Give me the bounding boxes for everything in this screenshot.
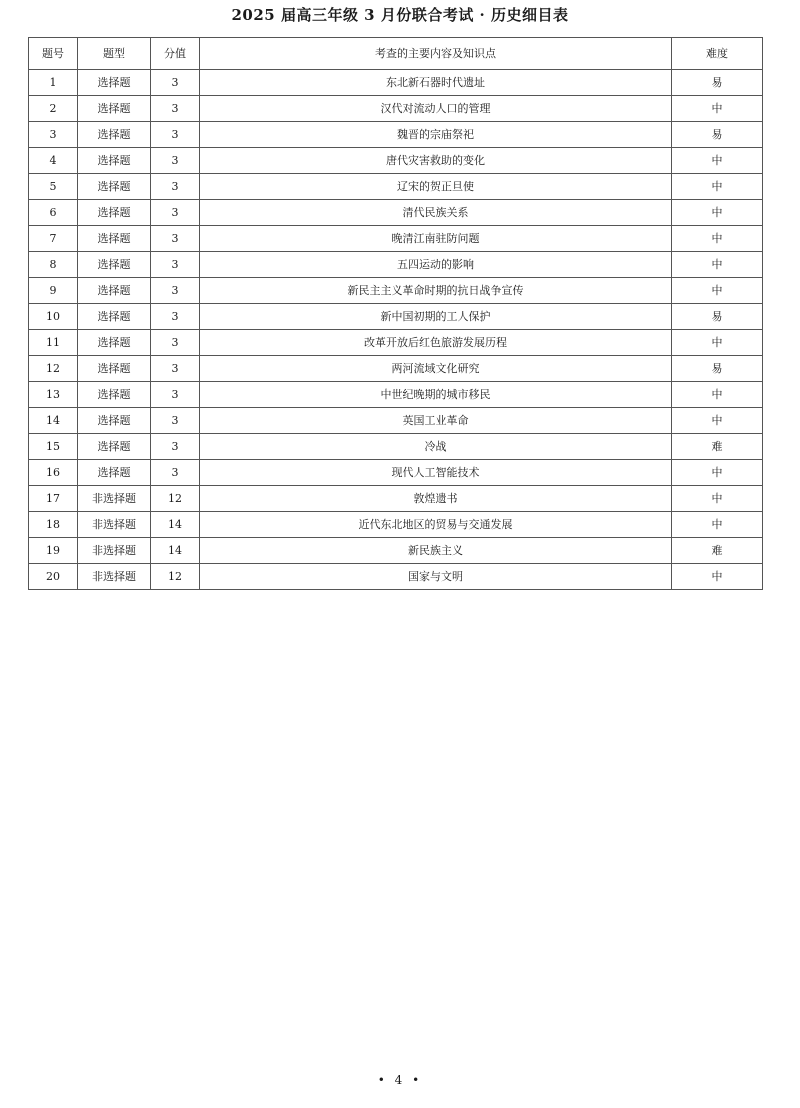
table-row [29, 226, 763, 252]
cell-content: 英国工业革命 [200, 408, 672, 434]
cell-content: 五四运动的影响 [200, 252, 672, 278]
cell-question-type: 选择题 [78, 408, 151, 434]
cell-content: 中世纪晚期的城市移民 [200, 382, 672, 408]
cell-content: 魏晋的宗庙祭祀 [200, 122, 672, 148]
cell-content: 东北新石器时代遗址 [200, 70, 672, 96]
cell-content: 敦煌遗书 [200, 486, 672, 512]
cell-content: 清代民族关系 [200, 200, 672, 226]
header-question-type: 题型 [78, 38, 151, 70]
cell-content: 近代东北地区的贸易与交通发展 [200, 512, 672, 538]
cell-question-number: 17 [29, 486, 78, 512]
cell-question-type: 非选择题 [78, 486, 151, 512]
cell-question-number: 5 [29, 174, 78, 200]
cell-difficulty: 中 [672, 278, 763, 304]
cell-score: 3 [151, 122, 200, 148]
cell-question-type: 非选择题 [78, 564, 151, 590]
cell-score: 12 [151, 486, 200, 512]
cell-score: 3 [151, 70, 200, 96]
cell-question-number: 20 [29, 564, 78, 590]
cell-difficulty: 易 [672, 304, 763, 330]
cell-question-number: 3 [29, 122, 78, 148]
cell-difficulty: 中 [672, 252, 763, 278]
cell-content: 冷战 [200, 434, 672, 460]
cell-question-number: 4 [29, 148, 78, 174]
header-score: 分值 [151, 38, 200, 70]
cell-difficulty: 难 [672, 538, 763, 564]
cell-question-number: 8 [29, 252, 78, 278]
table-row [29, 330, 763, 356]
cell-score: 3 [151, 434, 200, 460]
cell-score: 14 [151, 512, 200, 538]
table-row [29, 70, 763, 96]
cell-score: 3 [151, 330, 200, 356]
cell-score: 14 [151, 538, 200, 564]
table-row [29, 460, 763, 486]
cell-question-type: 选择题 [78, 96, 151, 122]
cell-content: 辽宋的贺正旦使 [200, 174, 672, 200]
table-body [29, 70, 763, 590]
cell-difficulty: 易 [672, 70, 763, 96]
cell-question-type: 选择题 [78, 174, 151, 200]
cell-question-number: 14 [29, 408, 78, 434]
cell-content: 新民族主义 [200, 538, 672, 564]
cell-difficulty: 中 [672, 408, 763, 434]
cell-question-type: 选择题 [78, 226, 151, 252]
cell-question-type: 非选择题 [78, 512, 151, 538]
cell-difficulty: 中 [672, 226, 763, 252]
table-row [29, 512, 763, 538]
cell-score: 12 [151, 564, 200, 590]
cell-score: 3 [151, 356, 200, 382]
cell-score: 3 [151, 226, 200, 252]
cell-question-type: 选择题 [78, 330, 151, 356]
cell-content: 新民主主义革命时期的抗日战争宣传 [200, 278, 672, 304]
cell-score: 3 [151, 304, 200, 330]
cell-question-number: 7 [29, 226, 78, 252]
cell-question-type: 选择题 [78, 356, 151, 382]
table-row [29, 174, 763, 200]
header-content: 考查的主要内容及知识点 [200, 38, 672, 70]
cell-content: 唐代灾害救助的变化 [200, 148, 672, 174]
table-row [29, 278, 763, 304]
cell-score: 3 [151, 148, 200, 174]
header-difficulty: 难度 [672, 38, 763, 70]
table-row [29, 538, 763, 564]
cell-score: 3 [151, 278, 200, 304]
cell-difficulty: 中 [672, 486, 763, 512]
cell-difficulty: 难 [672, 434, 763, 460]
cell-difficulty: 易 [672, 122, 763, 148]
cell-difficulty: 中 [672, 148, 763, 174]
cell-question-number: 13 [29, 382, 78, 408]
cell-score: 3 [151, 408, 200, 434]
cell-difficulty: 中 [672, 460, 763, 486]
table-row [29, 434, 763, 460]
cell-question-type: 选择题 [78, 122, 151, 148]
table-row [29, 252, 763, 278]
cell-question-number: 19 [29, 538, 78, 564]
specification-table [28, 37, 763, 590]
cell-question-type: 选择题 [78, 434, 151, 460]
cell-content: 新中国初期的工人保护 [200, 304, 672, 330]
cell-content: 现代人工智能技术 [200, 460, 672, 486]
cell-question-type: 选择题 [78, 70, 151, 96]
cell-question-number: 12 [29, 356, 78, 382]
cell-content: 改革开放后红色旅游发展历程 [200, 330, 672, 356]
cell-question-type: 选择题 [78, 460, 151, 486]
cell-question-number: 6 [29, 200, 78, 226]
cell-content: 晚清江南驻防问题 [200, 226, 672, 252]
table-row [29, 486, 763, 512]
cell-score: 3 [151, 460, 200, 486]
cell-difficulty: 中 [672, 96, 763, 122]
table-row [29, 408, 763, 434]
cell-content: 两河流域文化研究 [200, 356, 672, 382]
table-header-row [29, 38, 763, 70]
table-row [29, 96, 763, 122]
cell-question-type: 选择题 [78, 148, 151, 174]
cell-question-number: 1 [29, 70, 78, 96]
cell-difficulty: 易 [672, 356, 763, 382]
cell-question-type: 选择题 [78, 382, 151, 408]
cell-question-number: 15 [29, 434, 78, 460]
table-row [29, 564, 763, 590]
table-row [29, 122, 763, 148]
cell-score: 3 [151, 174, 200, 200]
cell-question-number: 10 [29, 304, 78, 330]
cell-score: 3 [151, 382, 200, 408]
cell-score: 3 [151, 200, 200, 226]
cell-question-number: 11 [29, 330, 78, 356]
cell-content: 国家与文明 [200, 564, 672, 590]
cell-question-number: 9 [29, 278, 78, 304]
table-row [29, 200, 763, 226]
cell-difficulty: 中 [672, 512, 763, 538]
specification-table-container [28, 37, 762, 590]
cell-difficulty: 中 [672, 174, 763, 200]
cell-difficulty: 中 [672, 200, 763, 226]
table-row [29, 356, 763, 382]
cell-question-type: 选择题 [78, 304, 151, 330]
cell-question-number: 16 [29, 460, 78, 486]
cell-question-type: 选择题 [78, 252, 151, 278]
cell-score: 3 [151, 96, 200, 122]
table-row [29, 304, 763, 330]
cell-difficulty: 中 [672, 564, 763, 590]
cell-question-type: 选择题 [78, 200, 151, 226]
cell-question-type: 选择题 [78, 278, 151, 304]
cell-difficulty: 中 [672, 330, 763, 356]
cell-score: 3 [151, 252, 200, 278]
page-title: 2025 届高三年级 3 月份联合考试 · 历史细目表 [231, 6, 569, 24]
page-number: • 4 • [377, 1073, 423, 1087]
table-row [29, 382, 763, 408]
table-row [29, 148, 763, 174]
cell-question-number: 18 [29, 512, 78, 538]
cell-difficulty: 中 [672, 382, 763, 408]
header-question-number: 题号 [29, 38, 78, 70]
cell-question-number: 2 [29, 96, 78, 122]
cell-question-type: 非选择题 [78, 538, 151, 564]
cell-content: 汉代对流动人口的管理 [200, 96, 672, 122]
